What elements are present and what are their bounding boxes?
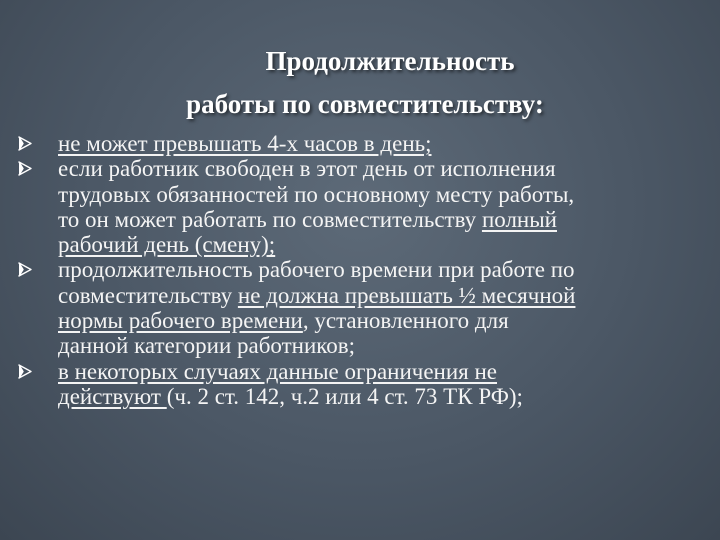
bullet-2-line-4: рабочий день (смену); [58,232,276,258]
arrowhead-bullet-icon [18,161,32,176]
bullet-3-emphasis-2: нормы рабочего времени [58,308,303,334]
bullet-2-emphasis: полный [481,206,557,232]
bullet-2-line-1: если работник свободен в этот день от исполнения [58,156,556,182]
bullet-item-1 [18,131,698,156]
arrowhead-bullet-icon [18,364,32,379]
bullet-item-3 [18,257,698,358]
bullet-4-reference: (ч. 2 ст. 142, ч.2 или 4 ст. 73 ТК РФ); [166,383,523,409]
bullet-4-line-1: в некоторых случаях данные ограничения не [58,358,498,384]
bullet-3-line-1: продолжительность рабочего времени при работе по [58,257,575,283]
bullet-3-line-4: данной категории работников; [58,333,356,359]
bullet-1-line-1: не может превышать 4-х часов в день; [58,131,432,156]
bullet-3-emphasis: не должна превышать ½ месячной [237,282,576,308]
bullet-item-4 [18,359,698,410]
title-line-1: Продолжительность [265,46,515,76]
bullet-item-2 [18,156,698,257]
bullet-2-text: то он может работать по совместительству [58,206,482,232]
arrowhead-bullet-icon [18,262,32,277]
bullet-list [18,131,698,409]
bullet-4-emphasis: действуют [58,383,167,409]
slide-title [40,40,700,126]
bullet-2-line-2: трудовых обязанностей по основному месту работы, [58,181,575,207]
bullet-3-line-2 [58,283,698,308]
bullet-3-text-2: , установленного для [302,308,509,334]
bullet-2-line-3 [58,207,698,232]
bullet-4-line-2 [58,384,698,409]
bullet-3-line-3 [58,308,698,333]
arrowhead-bullet-icon [18,136,32,151]
bullet-3-text: совместительству [58,282,238,308]
title-line-2: работы по совместительству: [186,89,544,119]
